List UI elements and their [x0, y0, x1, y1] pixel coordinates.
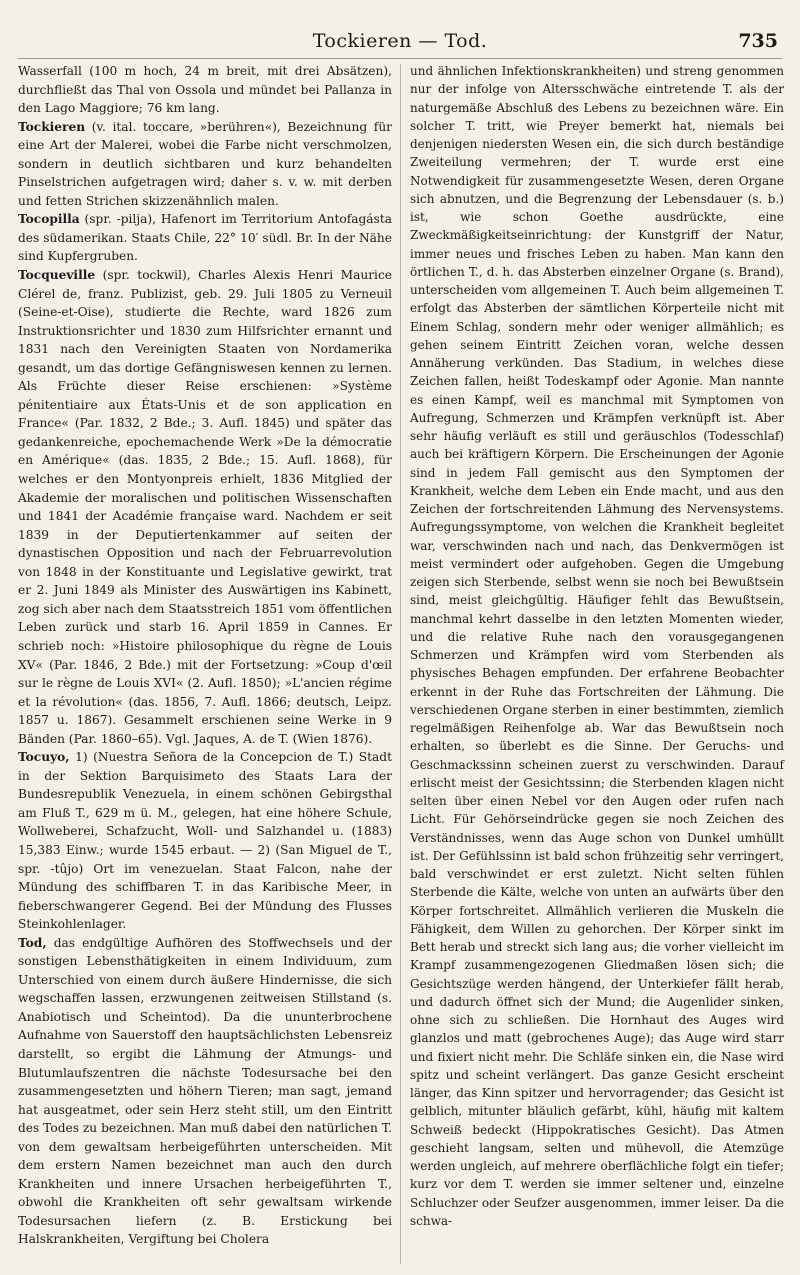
entry-text: (spr. tockwil), Charles Alexis Henri Maurice Clérel de, franz. Publizist, geb. 29. Juli 1805 zu Verneuil (Seine-et-Oise), studierte die Rechte, ward 1826 zum Instruktionsrichter und 1830 zum Hilfsrichter ernannt und 1831 nach den Vereinigten Staaten von Nordamerika gesandt, um das dortige Gefängniswesen kennen zu lernen. Als Früchte dieser Reise erschienen: »Système pénitentiaire aux États-Unis et de son application en France« (Par. 1832, 2 Bde.; 3. Aufl. 1845) und später das gedankenreiche, epochemachende Werk »De la démocratie en Amérique« (das. 1835, 2 Bde.; 15. Aufl. 1868), für welches er den Montyonpreis erhielt, 1836 Mitglied der Akademie der moralischen und politischen Wissenschaften und 1841 der Académie française ward. Nachdem er seit 1839 in der Deputiertenkammer auf seiten der dynastischen Opposition und nach der Februarrevolution von 1848 in der Konstituante und Legislative gewirkt, trat er 2. Juni 1849 als Minister des Auswärtigen ins Kabinett, zog sich aber nach dem Staatsstreich 1851 vom öffentlichen Leben zurück und starb 16. April 1859 in Cannes. Er schrieb noch: »Histoire philosophique du règne de Louis XV« (Par. 1846, 2 Bde.) mit der Fortsetzung: »Coup d'œil sur le règne de Louis XVI« (2. Aufl. 1850); »L'ancien régime et la révolution« (das. 1856, 7. Aufl. 1866; deutsch, Leipz. 1857 u. 1867). Gesammelt erschienen seine Werke in 9 Bänden (Par. 1860–65). Vgl. Jaques, A. de T. (Wien 1876).	[18, 268, 392, 746]
entry-text: das endgültige Aufhören des Stoffwechsels und der sonstigen Lebensthätigkeiten in einem Individuum, zum Unterschied von einem durch äußere Hindernisse, die sich wegschaffen lassen, erzwungenen zeitweisen Stillstand (s. Anabiotisch und Scheintod). Da die ununterbrochene Aufnahme von Sauerstoff den hauptsächlichsten Lebensreiz darstellt, so ergibt die Lähmung der Atmungs- und Blutumlaufszentren die nächste Todesursache bei den zusammengesetzten und höhern Tieren; man sagt, jemand hat ausgeatmet, oder sein Herz steht still, um den Eintritt des Todes zu bezeichnen. Man muß dabei den natürlichen T. von dem gewaltsam herbeigeführten unterscheiden. Mit dem erstern Namen bezeichnet man auch den durch Krankheiten und innere Ursachen herbeigeführten T., obwohl die Krankheiten oft sehr gewaltsam wirkende Todesursachen liefern (z. B. Erstickung bei Halskrankheiten, Vergiftung bei Cholera	[18, 935, 392, 1247]
entry	[18, 266, 392, 748]
entry	[18, 62, 392, 118]
right-column	[410, 62, 784, 1230]
entry-lemma: Tod,	[18, 935, 47, 950]
page-number: 735	[738, 30, 778, 52]
entry-lemma: Tocqueville	[18, 268, 96, 283]
entry	[18, 748, 392, 933]
entry	[18, 210, 392, 266]
entry-text: und ähnlichen Infektionskrankheiten) und streng genommen nur der infolge von Altersschwäche eintretende T. als der naturgemäße Abschluß des Lebens zu bezeichnen wäre. Ein solcher T. tritt, wie Preyer bemerkt hat, niemals bei denjenigen niedersten Wesen ein, die sich durch beständige Zweiteilung vermehren; der T. wurde erst eine Notwendigkeit für zusammengesetzte Wesen, deren Organe sich abnutzen, und die Begrenzung der Lebensdauer (s. b.) ist, wie schon Goethe ausdrückte, eine Zweckmäßigkeitseinrichtung: der Kunstgriff der Natur, immer neues und frisches Leben zu haben. Man kann den örtlichen T., d. h. das Absterben einzelner Organe (s. Brand), unterscheiden vom allgemeinen T. Auch beim allgemeinen T. erfolgt das Absterben der sämtlichen Körperteile nicht mit Einem Schlag, sondern mehr oder weniger allmählich; es gehen seinem Eintritt Zeichen voran, welche dessen Annäherung verkünden. Das Stadium, in welches diese Zeichen fallen, heißt Todeskampf oder Agonie. Man nannte es einen Kampf, weil es manchmal mit Symptomen von Aufregung, Schmerzen und Krämpfen verknüpft ist. Aber sehr häufig verläuft es still und geräuschlos (Todesschlaf) auch bei kräftigern Körpern. Die Erscheinungen der Agonie sind in jedem Fall gemischt aus den Symptomen der Krankheit, welche dem Leben ein Ende macht, und aus den Zeichen der fortschreitenden Lähmung des Nervensystems. Aufregungssymptome, von welchen die Krankheit begleitet war, verschwinden nach und nach, das Denkvermögen ist meist vermindert oder aufgehoben. Gegen die Umgebung zeigen sich Sterbende, selbst wenn sie noch bei Bewußtsein sind, meist gleichgültig. Häufiger fehlt das Bewußtsein, manchmal kehrt dasselbe in den letzten Momenten wieder, und die relative Ruhe nach den vorausgegangenen Schmerzen und Krämpfen wird vom Sterbenden als physisches Behagen empfunden. Der erfahrene Beobachter erkennt in der Ruhe das Fortschreiten der Lähmung. Die verschiedenen Organe sterben in einer bestimmten, ziemlich regelmäßigen Reihenfolge ab. War das Bewußtsein noch erhalten, so überlebt es die Sinne. Der Geruchs- und Geschmackssinn scheinen zuerst zu verschwinden. Darauf erlischt meist der Gesichtssinn; die Sterbenden klagen nicht selten über einen Nebel vor den Augen oder rufen nach Licht. Für Gehörseindrücke gegen sie noch Zeichen des Verständnisses, wenn das Auge schon von Dunkel umhüllt ist. Der Gefühlssinn ist bald schon frühzeitig sehr verringert, bald verschwindet er erst zuletzt. Nicht selten fühlen Sterbende die Kälte, welche von unten an aufwärts über den Körper fortschreitet. Allmählich verlieren die Muskeln die Fähigkeit, dem Willen zu gehorchen. Der Körper sinkt im Bett herab und streckt sich lang aus; die vorher vielleicht im Krampf zusammengezogenen Gliedmaßen lösen sich; die Gesichtszüge werden hängend, der Unterkiefer fällt herab, und dadurch öffnet sich der Mund; die Augenlider sinken, ohne sich zu schließen. Die Hornhaut des Auges wird glanzlos und matt (gebrochenes Auge); das Auge wird starr und fixiert nicht mehr. Die Schläfe sinken ein, die Nase wird spitz und scheint verlängert. Das ganze Gesicht erscheint länger, das Kinn spitzer und hervorragender; das Gesicht ist gelblich, mitunter bläulich gefärbt, kühl, häufig mit kaltem Schweiß bedeckt (Hippokratisches Gesicht). Das Atmen geschieht langsam, selten und mühevoll, die Atemzüge werden ungleich, auf mehrere oberflächliche folgt ein tiefer; kurz vor dem T. werden sie immer seltener und, einzelne Schluchzer oder Seufzer ausgenommen, immer leiser. Da die schwa-	[410, 64, 784, 1228]
entry-lemma: Tocopilla	[18, 212, 80, 227]
entry-text: (v. ital. toccare, »berühren«), Bezeichnung für eine Art der Malerei, wobei die Farbe nicht verschmolzen, sondern in deutlich sichtbaren und kurz behandelten Pinselstrichen aufgetragen wird; daher s. v. w. mit derben und fetten Strichen skizzenähnlich malen.	[18, 119, 392, 208]
entry-lemma: Tockieren	[18, 119, 86, 134]
running-head	[18, 30, 782, 58]
entry-text: 1) (Nuestra Señora de la Concepcion de T.) Stadt in der Sektion Barquisimeto des Staats Lara der Bundesrepublik Venezuela, in einem schönen Gebirgsthal am Fluß T., 629 m ü. M., gelegen, hat eine höhere Schule, Wollweberei, Schafzucht, Woll- und Salzhandel u. (1883) 15,383 Einw.; wurde 1545 erbaut. — 2) (San Miguel de T., spr. -tûjo) Ort im venezuelan. Staat Falcon, nahe der Mündung des schiffbaren T. in das Karibische Meer, in fieberschwangerer Gegend. Bei der Mündung des Flusses Steinkohlenlager.	[18, 750, 392, 932]
left-column	[18, 62, 392, 1249]
running-title: Tockieren — Tod.	[312, 30, 488, 52]
entry-text: Wasserfall (100 m hoch, 24 m breit, mit drei Absätzen), durchfließt das Thal von Ossola und mündet bei Pallanza in den Lago Maggiore; 76 km lang.	[18, 64, 392, 116]
entry-continuation	[410, 62, 784, 1230]
entry-text: (spr. -pilja), Hafenort im Territorium Antofagásta des südamerikan. Staats Chile, 22° 10′ südl. Br. In der Nähe sind Kupfergruben.	[18, 212, 392, 264]
column-divider	[400, 64, 401, 1264]
entry-lemma: Tocuyo,	[18, 750, 70, 765]
entry	[18, 934, 392, 1249]
header-rule	[18, 58, 782, 59]
entry	[18, 118, 392, 211]
